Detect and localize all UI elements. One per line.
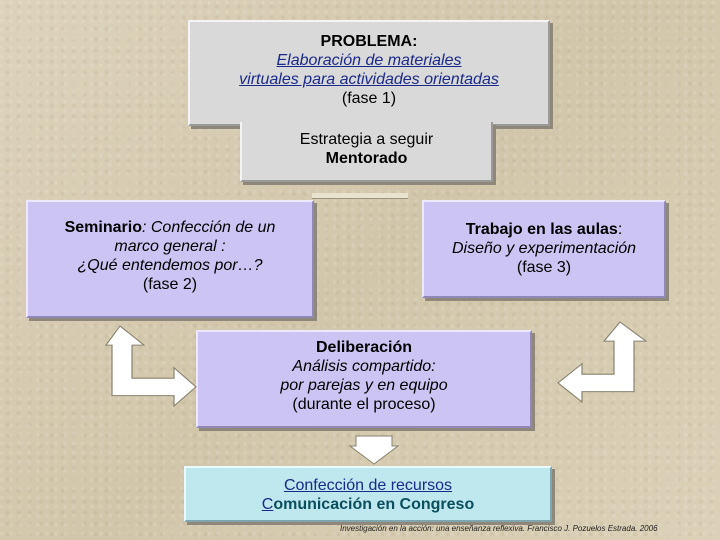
problem-phase: (fase 1) <box>341 90 397 107</box>
classroom-box <box>422 200 666 298</box>
resources-line1[interactable]: Confección de recursos <box>283 477 453 494</box>
left-cycle-arrow-icon <box>106 326 198 406</box>
classroom-colon: : <box>617 221 623 238</box>
resources-line2 <box>186 495 550 514</box>
seminar-box <box>26 200 314 318</box>
strategy-box <box>240 122 493 182</box>
resources-box <box>184 466 552 522</box>
deliberation-line2: Análisis compartido: <box>292 358 436 375</box>
resources-line2-text: omunicación en Congreso <box>273 496 475 513</box>
seminar-text: : Confección de un <box>141 219 276 236</box>
down-arrow-icon <box>350 436 398 466</box>
problem-box <box>188 20 550 126</box>
problem-heading: PROBLEMA: <box>320 33 418 50</box>
strategy-method: Mentorado <box>325 150 408 167</box>
seminar-line3: ¿Qué entendemos por…? <box>77 257 263 274</box>
problem-title-line1[interactable]: Elaboración de materiales <box>276 52 462 69</box>
resources-initial[interactable]: C <box>261 496 274 513</box>
classroom-line1 <box>424 220 664 239</box>
footer-credit: Investigación en la acción: una enseñanza reflexiva. Francisco J. Pozuelos Estrada. 2006 <box>340 524 658 533</box>
connector-bar <box>312 193 408 199</box>
problem-title-line2[interactable]: virtuales para actividades orientadas <box>239 71 499 88</box>
strategy-line1: Estrategia a seguir <box>299 131 434 148</box>
deliberation-title: Deliberación <box>315 339 413 356</box>
seminar-phase: (fase 2) <box>142 276 198 293</box>
classroom-phase: (fase 3) <box>516 259 572 276</box>
classroom-line2: Diseño y experimentación <box>451 240 637 257</box>
deliberation-line4: (durante el proceso) <box>292 396 436 413</box>
right-cycle-arrow-icon <box>558 322 650 406</box>
seminar-label: Seminario <box>64 219 142 236</box>
classroom-label: Trabajo en las aulas <box>465 221 618 238</box>
deliberation-line3: por parejas y en equipo <box>280 377 448 394</box>
seminar-line2: marco general : <box>114 238 226 255</box>
seminar-line1 <box>28 218 312 237</box>
deliberation-box <box>196 330 532 428</box>
